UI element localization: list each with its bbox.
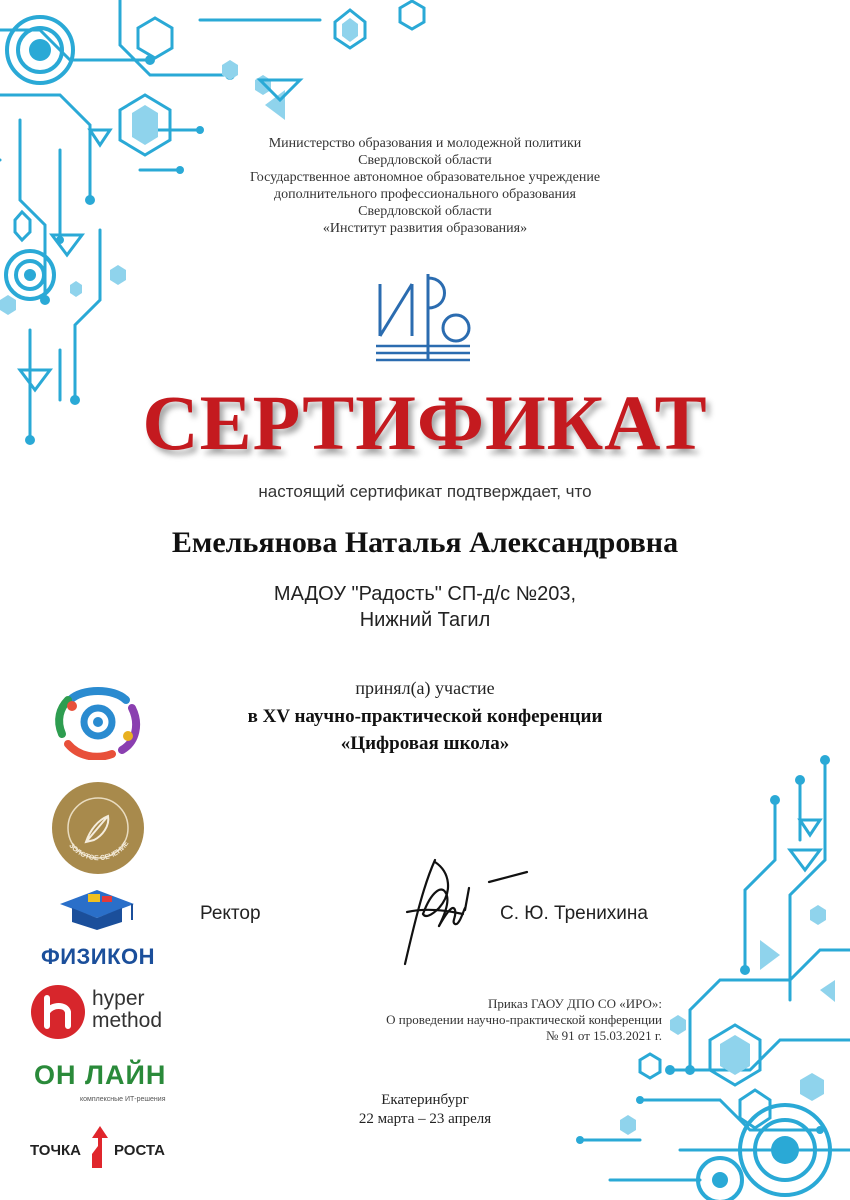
header-line: Свердловской области <box>358 153 492 168</box>
header-line: дополнительного профессионального образования <box>274 187 576 202</box>
order-line: № 91 от 15.03.2021 г. <box>545 1028 662 1043</box>
order-reference <box>386 996 662 1044</box>
recipient-name: Емельянова Наталья Александровна <box>171 526 679 559</box>
hypermethod-wordmark <box>92 988 162 1032</box>
fizikon-logo-text: ФИЗИКОН <box>40 944 156 969</box>
header-line: «Институт развития образования» <box>322 221 528 236</box>
hexagon-ornament-top-right <box>330 0 450 50</box>
confirmation-text: настоящий сертификат подтверждает, что <box>258 482 592 501</box>
fizikon-emblem <box>52 886 142 932</box>
place-city: Екатеринбург <box>381 1092 469 1108</box>
recipient-organization-block <box>0 581 850 633</box>
medallion-ring-text: ЗОЛОТОЕ СЕЧЕНИЕ <box>67 840 131 863</box>
iro-logo <box>372 264 478 370</box>
header-line: Министерство образования и молодежной политики <box>268 136 582 151</box>
hypermethod-line1: hyper <box>92 987 145 1010</box>
place-and-dates <box>0 1091 850 1129</box>
golden-section-medallion <box>50 780 146 876</box>
digital-school-logo <box>52 680 144 760</box>
hypermethod-line2: method <box>92 1009 163 1032</box>
online-logo-text: ОН ЛАЙН <box>34 1060 167 1090</box>
participation-intro: принял(а) участие <box>355 678 495 698</box>
tochka-rosta-icon <box>88 1124 112 1170</box>
rector-label: Ректор <box>200 903 261 924</box>
header-line: Свердловской области <box>358 204 492 219</box>
tochka-rosta-left: ТОЧКА <box>30 1142 81 1159</box>
order-line: О проведении научно-практической конференции <box>386 1012 662 1027</box>
certificate-title: СЕРТИФИКАТ <box>142 379 708 466</box>
order-line: Приказ ГАОУ ДПО СО «ИРО»: <box>487 996 662 1011</box>
recipient-city: Нижний Тагил <box>359 609 491 631</box>
tochka-rosta-right: РОСТА <box>114 1142 165 1159</box>
event-dates: 22 марта – 23 апреля <box>358 1111 492 1127</box>
issuer-header <box>0 135 850 237</box>
online-logo-subtitle: комплексные ИТ-решения <box>80 1096 166 1103</box>
hypermethod-icon <box>30 984 86 1040</box>
event-line: в XV научно-практической конференции <box>247 706 603 727</box>
event-name: «Цифровая школа» <box>340 733 510 754</box>
header-line: Государственное автономное образовательное учреждение <box>249 170 601 185</box>
circuit-ornament-bottom-right <box>520 740 850 1200</box>
recipient-organization: МАДОУ "Радость" СП-д/с №203, <box>273 583 577 605</box>
rector-name: С. Ю. Тренихина <box>500 903 648 924</box>
